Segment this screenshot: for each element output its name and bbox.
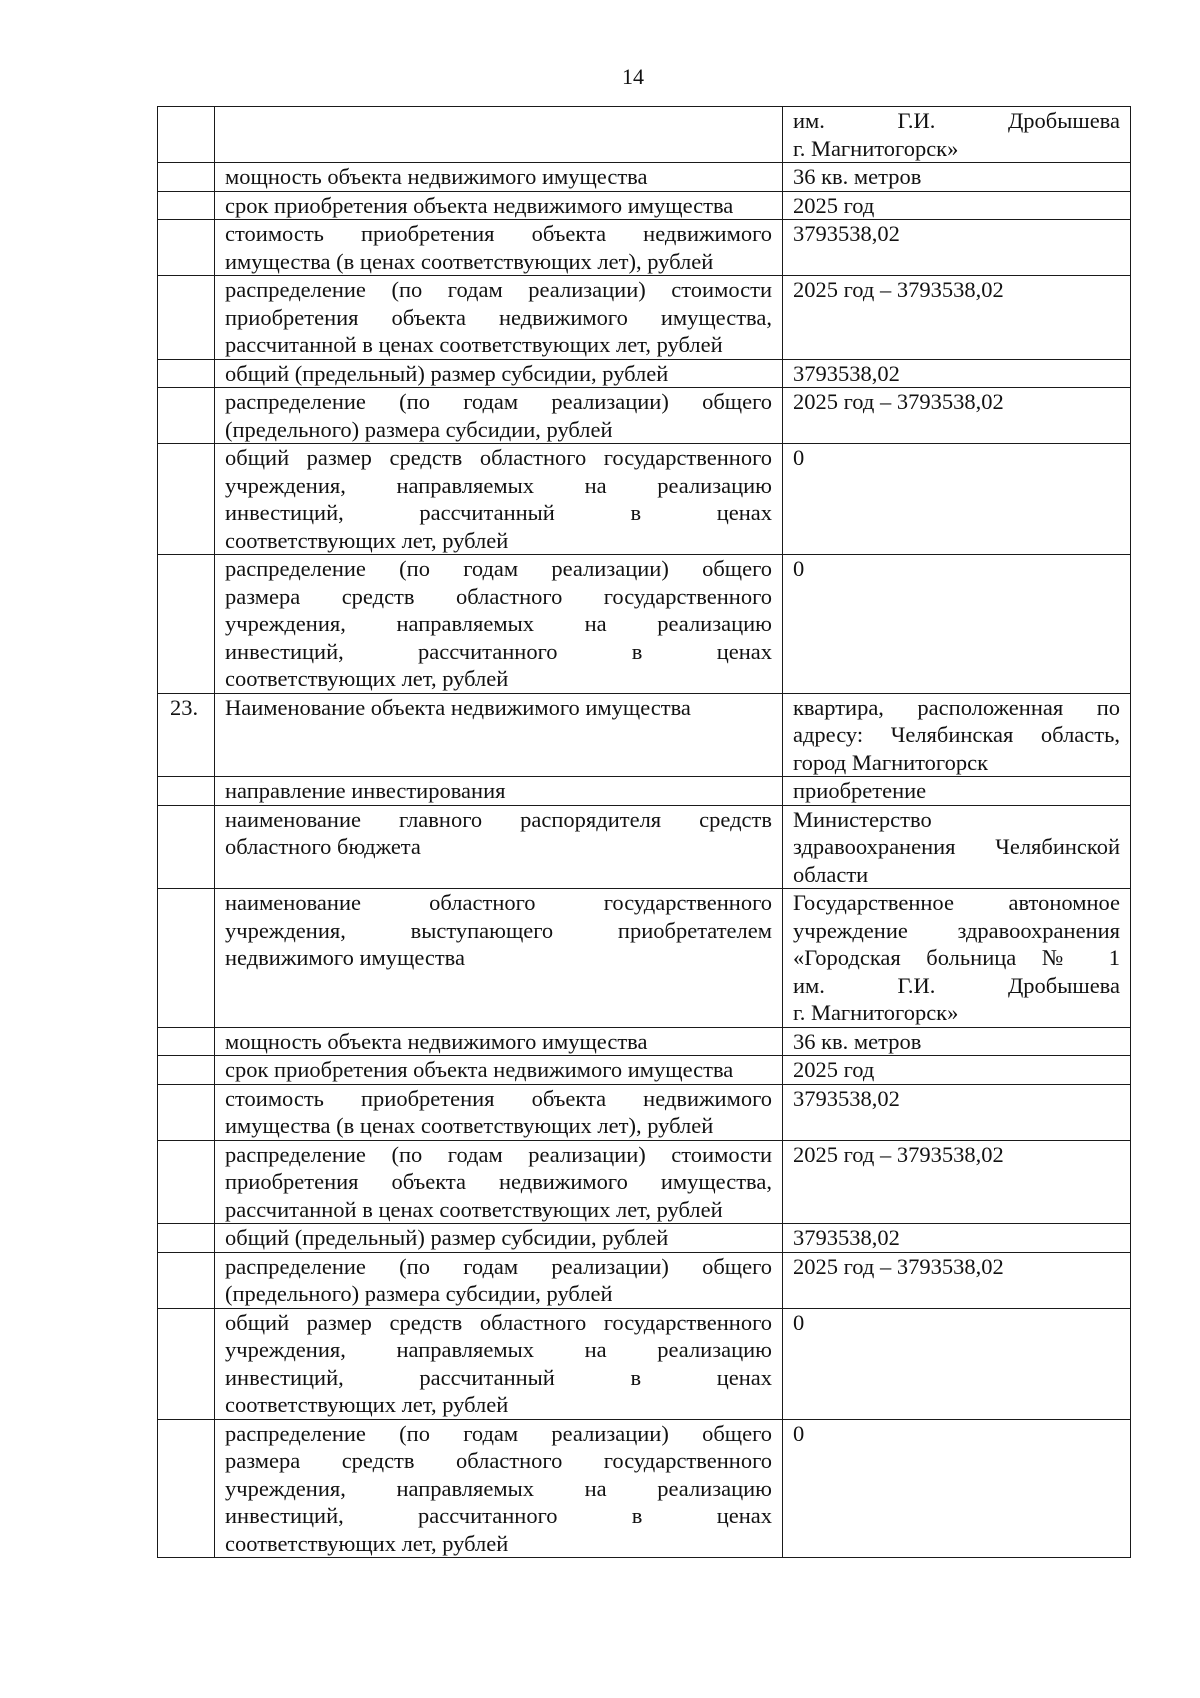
row-number — [158, 220, 215, 276]
row-label — [215, 1252, 783, 1308]
label-line: наименование областного государственного — [225, 890, 772, 915]
label-line: соответствующих лет, рублей — [225, 1392, 509, 1417]
table-row — [158, 388, 1131, 444]
label-line: учреждения, направляемых на реализацию — [225, 472, 772, 498]
row-value — [783, 1027, 1131, 1056]
row-number — [158, 1224, 215, 1253]
table-row — [158, 107, 1131, 163]
label-line: распределение (по годам реализации) стоимости — [225, 277, 772, 302]
label-line: учреждения, направляемых на реализацию — [225, 611, 772, 636]
label-line: срок приобретения объекта недвижимого имущества — [225, 192, 734, 218]
label-line: имущества (в ценах соответствующих лет), рублей — [225, 1113, 714, 1138]
value-line: им. Г.И. Дробышева — [793, 108, 1120, 133]
row-number — [158, 191, 215, 220]
row-value — [783, 777, 1131, 806]
label-line: инвестиций, рассчитанного в ценах — [225, 1503, 772, 1528]
value-line: квартира, расположенная по — [793, 694, 1120, 720]
row-value — [783, 693, 1131, 777]
table-row — [158, 359, 1131, 388]
row-value — [783, 1140, 1131, 1224]
row-number — [158, 276, 215, 360]
table-row — [158, 1308, 1131, 1419]
row-number — [158, 1252, 215, 1308]
table-row — [158, 1027, 1131, 1056]
row-label — [215, 777, 783, 806]
row-number — [158, 777, 215, 806]
label-line: областного бюджета — [225, 834, 421, 859]
value-line: 0 — [793, 1420, 805, 1446]
row-number — [158, 388, 215, 444]
row-value — [783, 191, 1131, 220]
value-line: приобретение — [793, 778, 927, 803]
row-label — [215, 1224, 783, 1253]
row-value — [783, 1084, 1131, 1140]
value-line: город Магнитогорск — [793, 749, 989, 775]
label-line: стоимость приобретения объекта недвижимого — [225, 221, 772, 246]
row-label — [215, 805, 783, 889]
label-line: недвижимого имущества — [225, 945, 465, 970]
table-row — [158, 444, 1131, 555]
row-value — [783, 805, 1131, 889]
row-number — [158, 1027, 215, 1056]
row-label — [215, 1308, 783, 1419]
row-label — [215, 444, 783, 555]
label-line: общий размер средств областного государственного — [225, 1309, 772, 1335]
value-line: Государственное автономное — [793, 890, 1120, 915]
value-line: «Городская больница № 1 — [793, 945, 1120, 970]
label-line: рассчитанной в ценах соответствующих лет, рублей — [225, 332, 723, 357]
table-row — [158, 1056, 1131, 1085]
label-line: рассчитанной в ценах соответствующих лет, рублей — [225, 1196, 723, 1222]
table-row — [158, 805, 1131, 889]
label-line: распределение (по годам реализации) общего — [225, 556, 772, 581]
row-label — [215, 388, 783, 444]
table-row — [158, 1140, 1131, 1224]
value-line: здравоохранения Челябинской — [793, 834, 1120, 859]
value-line: 3793538,02 — [793, 221, 900, 246]
value-line: 2025 год – 3793538,02 — [793, 1141, 1004, 1167]
row-value — [783, 1419, 1131, 1558]
row-label — [215, 107, 783, 163]
row-number — [158, 1308, 215, 1419]
page-number: 14 — [622, 64, 644, 89]
table-row — [158, 1252, 1131, 1308]
row-number: 23. — [158, 693, 215, 777]
row-label — [215, 191, 783, 220]
value-line: 0 — [793, 445, 805, 470]
label-line: соответствующих лет, рублей — [225, 1530, 509, 1556]
row-number — [158, 889, 215, 1028]
row-value — [783, 1308, 1131, 1419]
row-value — [783, 220, 1131, 276]
label-line: учреждения, направляемых на реализацию — [225, 1475, 772, 1501]
value-line: учреждение здравоохранения — [793, 917, 1120, 943]
value-line: Министерство — [793, 806, 932, 832]
row-value — [783, 359, 1131, 388]
value-line: 0 — [793, 556, 805, 581]
row-number — [158, 444, 215, 555]
value-line: г. Магнитогорск» — [793, 135, 959, 161]
label-line: инвестиций, рассчитанный в ценах — [225, 1364, 772, 1390]
label-line: размера средств областного государственного — [225, 1448, 772, 1473]
value-line: 2025 год – 3793538,02 — [793, 389, 1004, 414]
row-number — [158, 1419, 215, 1558]
row-label — [215, 693, 783, 777]
label-line: распределение (по годам реализации) стоимости — [225, 1141, 772, 1167]
row-label — [215, 889, 783, 1028]
label-line: инвестиций, рассчитанного в ценах — [225, 638, 772, 664]
row-value — [783, 1252, 1131, 1308]
row-value — [783, 444, 1131, 555]
label-line: направление инвестирования — [225, 778, 506, 803]
label-line: наименование главного распорядителя средств — [225, 806, 772, 832]
value-line: адресу: Челябинская область, — [793, 722, 1120, 747]
label-line: учреждения, выступающего приобретателем — [225, 917, 772, 943]
row-number — [158, 805, 215, 889]
row-number — [158, 1084, 215, 1140]
table-row — [158, 1084, 1131, 1140]
row-label — [215, 276, 783, 360]
label-line: (предельного) размера субсидии, рублей — [225, 1281, 613, 1306]
label-line: общий размер средств областного государственного — [225, 445, 772, 470]
value-line: г. Магнитогорск» — [793, 1000, 959, 1025]
label-line: Наименование объекта недвижимого имущества — [225, 694, 691, 720]
label-line: учреждения, направляемых на реализацию — [225, 1337, 772, 1362]
row-label — [215, 1084, 783, 1140]
row-label — [215, 1140, 783, 1224]
label-line: инвестиций, рассчитанный в ценах — [225, 500, 772, 525]
value-line: 2025 год — [793, 1057, 875, 1082]
value-line: 0 — [793, 1309, 805, 1335]
row-label — [215, 220, 783, 276]
row-label — [215, 555, 783, 694]
label-line: распределение (по годам реализации) общего — [225, 1253, 772, 1279]
table-row — [158, 1419, 1131, 1558]
row-number — [158, 1056, 215, 1085]
row-number — [158, 1140, 215, 1224]
table-row — [158, 777, 1131, 806]
label-line: соответствующих лет, рублей — [225, 666, 509, 691]
table-row — [158, 889, 1131, 1028]
label-line: срок приобретения объекта недвижимого имущества — [225, 1057, 734, 1082]
row-number — [158, 359, 215, 388]
label-line: стоимость приобретения объекта недвижимого — [225, 1085, 772, 1111]
label-line: общий (предельный) размер субсидии, рублей — [225, 1225, 669, 1250]
row-label — [215, 359, 783, 388]
label-line: общий (предельный) размер субсидии, рублей — [225, 360, 669, 386]
table-row — [158, 191, 1131, 220]
row-label — [215, 1419, 783, 1558]
row-value — [783, 276, 1131, 360]
row-value — [783, 163, 1131, 192]
row-value — [783, 388, 1131, 444]
label-line: имущества (в ценах соответствующих лет), рублей — [225, 248, 714, 274]
value-line: им. Г.И. Дробышева — [793, 972, 1120, 998]
investment-table — [157, 106, 1131, 1558]
row-number — [158, 163, 215, 192]
table-body — [158, 107, 1131, 1558]
value-line: 2025 год — [793, 192, 875, 218]
value-line: 3793538,02 — [793, 360, 900, 386]
label-line: приобретения объекта недвижимого имущества, — [225, 304, 772, 330]
table-row — [158, 220, 1131, 276]
label-line: мощность объекта недвижимого имущества — [225, 164, 648, 189]
table-row — [158, 555, 1131, 694]
row-label — [215, 163, 783, 192]
row-value — [783, 889, 1131, 1028]
label-line: распределение (по годам реализации) общего — [225, 389, 772, 414]
table-row — [158, 276, 1131, 360]
table-row — [158, 693, 1131, 777]
label-line: приобретения объекта недвижимого имущества, — [225, 1169, 772, 1194]
table-row — [158, 1224, 1131, 1253]
value-line: 3793538,02 — [793, 1225, 900, 1250]
row-value — [783, 107, 1131, 163]
label-line: распределение (по годам реализации) общего — [225, 1420, 772, 1446]
row-number — [158, 107, 215, 163]
row-value — [783, 555, 1131, 694]
label-line: мощность объекта недвижимого имущества — [225, 1028, 648, 1054]
row-number — [158, 555, 215, 694]
table-row — [158, 163, 1131, 192]
value-line: области — [793, 861, 869, 887]
value-line: 36 кв. метров — [793, 1028, 922, 1054]
value-line: 3793538,02 — [793, 1085, 900, 1111]
label-line: (предельного) размера субсидии, рублей — [225, 416, 613, 442]
value-line: 2025 год – 3793538,02 — [793, 1253, 1004, 1279]
row-value — [783, 1056, 1131, 1085]
row-label — [215, 1056, 783, 1085]
row-label — [215, 1027, 783, 1056]
label-line: размера средств областного государственного — [225, 583, 772, 609]
value-line: 36 кв. метров — [793, 164, 922, 189]
row-value — [783, 1224, 1131, 1253]
value-line: 2025 год – 3793538,02 — [793, 277, 1004, 302]
label-line: соответствующих лет, рублей — [225, 527, 509, 553]
